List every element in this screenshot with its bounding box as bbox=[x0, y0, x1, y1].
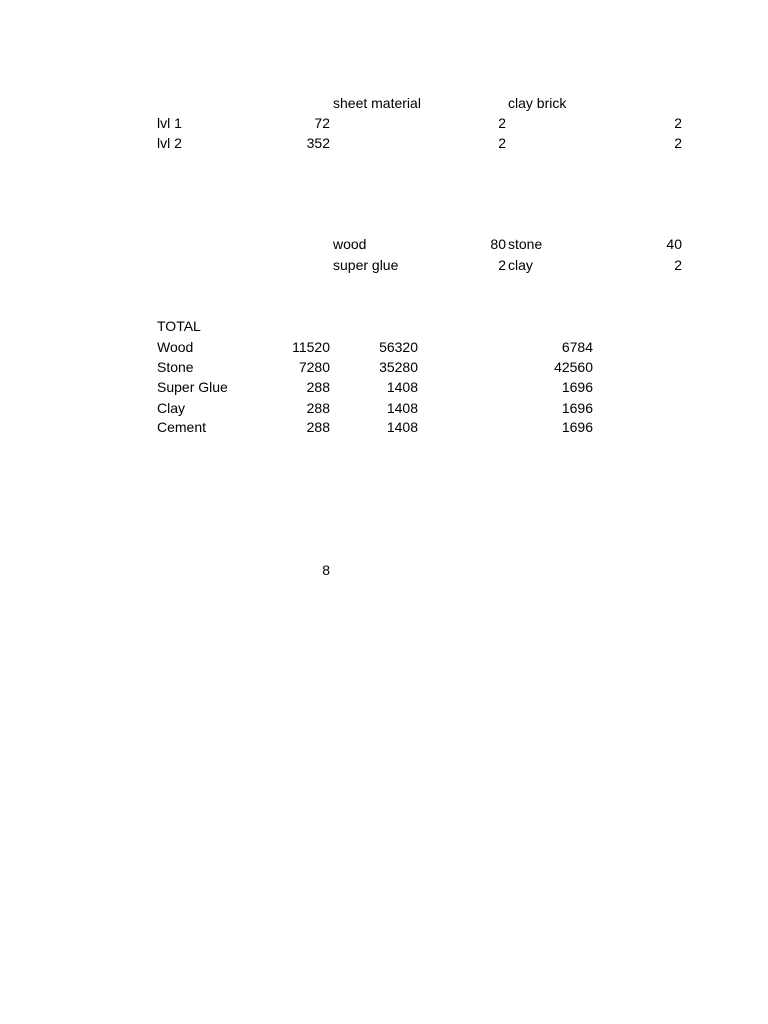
totals-row-value: 56320 bbox=[379, 339, 418, 355]
totals-row-value: 1696 bbox=[561, 379, 593, 395]
material-name: wood bbox=[333, 236, 367, 252]
footer-value: 8 bbox=[322, 562, 330, 578]
totals-row-value: 1408 bbox=[386, 379, 418, 395]
totals-row-value: 42560 bbox=[554, 359, 593, 375]
level-row-value: 72 bbox=[314, 115, 330, 131]
totals-row-value: 1408 bbox=[386, 419, 418, 435]
level-row-value: 2 bbox=[674, 135, 682, 151]
level-row-label: lvl 2 bbox=[157, 135, 182, 151]
totals-title: TOTAL bbox=[157, 318, 201, 334]
material-value: 40 bbox=[666, 236, 682, 252]
material-value: 80 bbox=[490, 236, 506, 252]
totals-row-value: 288 bbox=[306, 419, 330, 435]
totals-row-value: 1696 bbox=[561, 419, 593, 435]
level-row-value: 352 bbox=[306, 135, 330, 151]
level-row-value: 2 bbox=[498, 135, 506, 151]
totals-row-label: Cement bbox=[157, 419, 207, 435]
material-value: 2 bbox=[498, 257, 506, 273]
totals-row-value: 11520 bbox=[292, 339, 330, 355]
material-value: 2 bbox=[674, 257, 682, 273]
material-name: stone bbox=[508, 236, 543, 252]
header-sheet-material: sheet material bbox=[333, 95, 421, 111]
totals-row-value: 35280 bbox=[379, 359, 418, 375]
material-name: clay bbox=[508, 257, 533, 273]
totals-row-label: Super Glue bbox=[157, 379, 228, 395]
totals-row-label: Wood bbox=[157, 339, 194, 355]
totals-row-value: 1696 bbox=[561, 400, 593, 416]
totals-row-value: 1408 bbox=[386, 400, 418, 416]
header-clay-brick: clay brick bbox=[508, 95, 567, 111]
totals-row-value: 288 bbox=[306, 400, 330, 416]
level-row-value: 2 bbox=[674, 115, 682, 131]
totals-row-value: 288 bbox=[306, 379, 330, 395]
totals-row-label: Stone bbox=[157, 359, 194, 375]
totals-row-value: 7280 bbox=[298, 359, 330, 375]
totals-row-label: Clay bbox=[157, 400, 186, 416]
totals-row-value: 6784 bbox=[561, 339, 593, 355]
level-row-label: lvl 1 bbox=[157, 115, 182, 131]
material-name: super glue bbox=[333, 257, 399, 273]
level-row-value: 2 bbox=[498, 115, 506, 131]
